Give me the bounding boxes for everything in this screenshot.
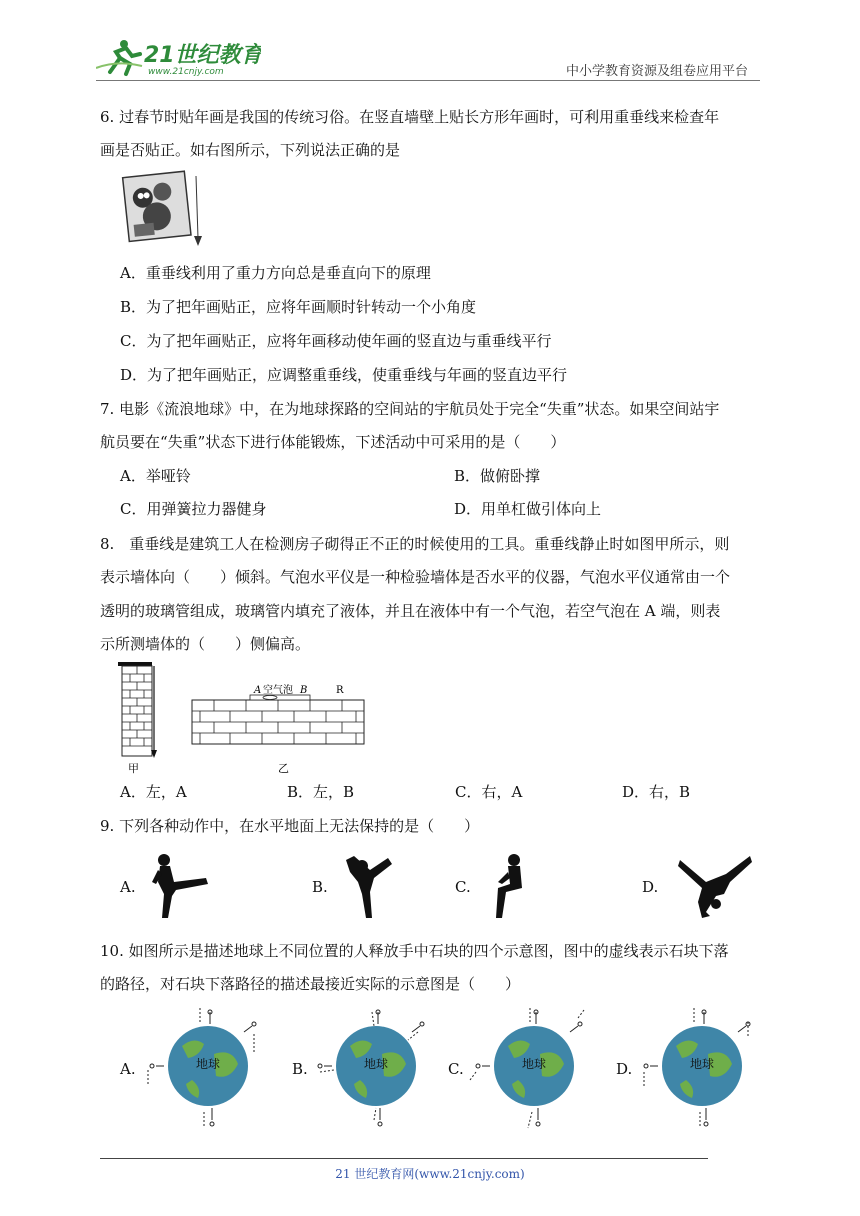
site-logo — [96, 36, 261, 78]
earth-diagram-d — [636, 1008, 766, 1130]
q8-figure — [110, 660, 380, 775]
q9-option-d[interactable]: D. — [642, 878, 659, 896]
earth-diagram-b — [310, 1008, 440, 1130]
q8-option-c[interactable]: C．右，A — [455, 783, 523, 801]
q7-stem-line1: 7. 电影《流浪地球》中，在为地球探路的空间站的宇航员处于完全“失重”状态。如果空间站宇 — [100, 400, 720, 418]
new-year-painting-figure — [120, 168, 206, 248]
q8-option-a[interactable]: A．左，A — [120, 783, 187, 801]
silhouette-backbend-figure — [340, 852, 396, 922]
logo-text: 21世纪教育 — [144, 43, 261, 68]
q7-option-b[interactable]: B．做俯卧撑 — [454, 467, 541, 485]
q6-option-a[interactable]: A．重垂线利用了重力方向总是垂直向下的原理 — [120, 264, 431, 282]
fig-label-r: R — [336, 685, 344, 696]
fig-label-b: B — [300, 685, 308, 696]
q10-option-d[interactable]: D. — [616, 1060, 633, 1078]
earth-label: 地球 — [196, 1057, 221, 1071]
q6-option-c[interactable]: C．为了把年画贴正，应将年画移动使年画的竖直边与重垂线平行 — [120, 332, 552, 350]
q6-option-b[interactable]: B．为了把年画贴正，应将年画顺时针转动一个小角度 — [120, 298, 477, 316]
logo-url: www.21cnjy.com — [148, 67, 224, 77]
platform-name: 中小学教育资源及组卷应用平台 — [566, 64, 749, 79]
q9-stem-line1: 9. 下列各种动作中，在水平地面上无法保持的是（ ） — [100, 817, 480, 835]
q10-option-b[interactable]: B. — [292, 1060, 308, 1078]
q7-option-c[interactable]: C．用弹簧拉力器健身 — [120, 500, 267, 518]
q10-option-c[interactable]: C. — [448, 1060, 464, 1078]
q7-stem-line2: 航员要在“失重”状态下进行体能锻炼，下述活动中可采用的是（ ） — [100, 433, 566, 451]
plumb-wall-figure — [118, 662, 157, 775]
q8-stem-line1: 8. 重垂线是建筑工人在检测房子砌得正不正的时候使用的工具。重垂线静止时如图甲所示，则 — [100, 535, 730, 553]
footer-text: 21 世纪教育网(www.21cnjy.com) — [335, 1167, 525, 1181]
fig-label-bubble: 空气泡 — [263, 685, 293, 696]
q6-stem-line2: 画是否贴正。如右图所示，下列说法正确的是 — [100, 141, 401, 159]
q7-option-a[interactable]: A．举哑铃 — [120, 467, 191, 485]
earth-label: 地球 — [690, 1057, 715, 1071]
earth-diagram-a — [142, 1008, 272, 1130]
fig-label-jia: 甲 — [128, 762, 139, 775]
q10-option-a[interactable]: A. — [120, 1060, 136, 1078]
q8-option-b[interactable]: B．左，B — [287, 783, 355, 801]
footer-divider — [100, 1158, 708, 1159]
silhouette-sitting-figure — [484, 852, 536, 922]
silhouette-breakdance-figure — [676, 852, 752, 922]
runner-logo-icon — [96, 40, 142, 74]
q9-option-a[interactable]: A. — [120, 878, 136, 896]
earth-diagram-c — [468, 1008, 598, 1130]
earth-label: 地球 — [522, 1057, 547, 1071]
fig-label-yi: 乙 — [278, 762, 289, 775]
header-divider — [96, 80, 760, 81]
earth-label: 地球 — [364, 1057, 389, 1071]
q9-option-c[interactable]: C. — [455, 878, 471, 896]
bubble-level-figure — [192, 683, 364, 775]
q7-option-d[interactable]: D．用单杠做引体向上 — [454, 500, 602, 518]
silhouette-kick-figure — [150, 852, 212, 922]
q9-option-b[interactable]: B. — [312, 878, 328, 896]
q10-stem-line2: 的路径，对石块下落路径的描述最接近实际的示意图是（ ） — [100, 975, 521, 993]
q6-option-d[interactable]: D．为了把年画贴正，应调整重垂线，使重垂线与年画的竖直边平行 — [120, 366, 568, 384]
fig-label-a: A — [254, 685, 262, 696]
q8-stem-line3: 透明的玻璃管组成，玻璃管内填充了液体，并且在液体中有一个气泡，若空气泡在 A 端，则表 — [100, 602, 721, 620]
q6-stem-line1: 6. 过春节时贴年画是我国的传统习俗。在竖直墙壁上贴长方形年画时，可利用重垂线来检查年 — [100, 108, 720, 126]
q8-option-d[interactable]: D．右，B — [622, 783, 691, 801]
q10-stem-line1: 10. 如图所示是描述地球上不同位置的人释放手中石块的四个示意图，图中的虚线表示石块下落 — [100, 942, 729, 960]
q8-stem-line2: 表示墙体向（ ）倾斜。气泡水平仪是一种检验墙体是否水平的仪器，气泡水平仪通常由一个 — [100, 568, 731, 586]
q8-stem-line4: 示所测墙体的（ ）侧偏高。 — [100, 635, 311, 653]
